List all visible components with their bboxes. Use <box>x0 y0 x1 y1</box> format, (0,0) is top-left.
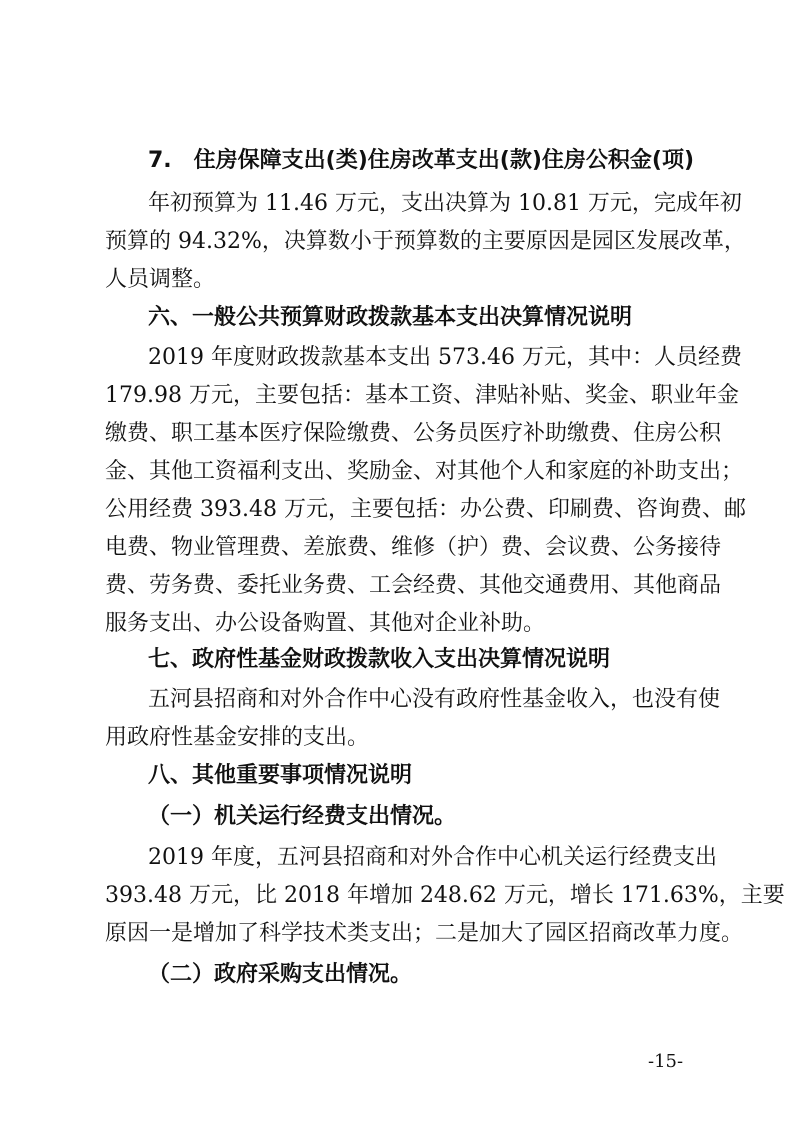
sub1-body-line-1: 2019 年度，五河县招商和对外合作中心机关运行经费支出 <box>148 845 717 870</box>
section7-body-line-1: 五河县招商和对外合作中心没有政府性基金收入，也没有使 <box>148 687 721 712</box>
sub1-heading: （一）机关运行经费支出情况。 <box>148 804 457 829</box>
item7-body-line-2: 预算的 94.32%，决算数小于预算数的主要原因是园区发展改革， <box>105 229 746 254</box>
section6-body-line-2: 179.98 万元，主要包括：基本工资、津贴补贴、奖金、职业年金 <box>105 383 739 408</box>
sub1-body-line-3: 原因一是增加了科学技术类支出；二是加大了园区招商改革力度。 <box>105 921 744 946</box>
page-number: -15- <box>648 1051 684 1072</box>
section6-body-line-7: 费、劳务费、委托业务费、工会经费、其他交通费用、其他商品 <box>105 573 722 598</box>
section6-body-line-8: 服务支出、办公设备购置、其他对企业补助。 <box>105 611 546 636</box>
section6-heading: 六、一般公共预算财政拨款基本支出决算情况说明 <box>148 305 633 330</box>
item7-heading: 7. 住房保障支出(类)住房改革支出(款)住房公积金(项) <box>148 148 694 173</box>
item7-body-line-3: 人员调整。 <box>105 267 216 292</box>
section6-body-line-5: 公用经费 393.48 万元，主要包括：办公费、印刷费、咨询费、邮 <box>105 497 746 522</box>
section7-heading: 七、政府性基金财政拨款收入支出决算情况说明 <box>148 647 611 672</box>
section6-body-line-4: 金、其他工资福利支出、奖励金、对其他个人和家庭的补助支出； <box>105 459 744 484</box>
section6-body-line-6: 电费、物业管理费、差旅费、维修（护）费、会议费、公务接待 <box>105 535 722 560</box>
section6-body-line-1: 2019 年度财政拨款基本支出 573.46 万元，其中：人员经费 <box>148 345 742 370</box>
section6-body-line-3: 缴费、职工基本医疗保险缴费、公务员医疗补助缴费、住房公积 <box>105 421 722 446</box>
sub2-heading: （二）政府采购支出情况。 <box>148 962 413 987</box>
sub1-body-line-2: 393.48 万元，比 2018 年增加 248.62 万元，增长 171.63%，主要 <box>105 883 785 908</box>
section8-heading: 八、其他重要事项情况说明 <box>148 763 413 788</box>
item7-body-line-1: 年初预算为 11.46 万元，支出决算为 10.81 万元，完成年初 <box>148 191 742 216</box>
section7-body-line-2: 用政府性基金安排的支出。 <box>105 725 370 750</box>
